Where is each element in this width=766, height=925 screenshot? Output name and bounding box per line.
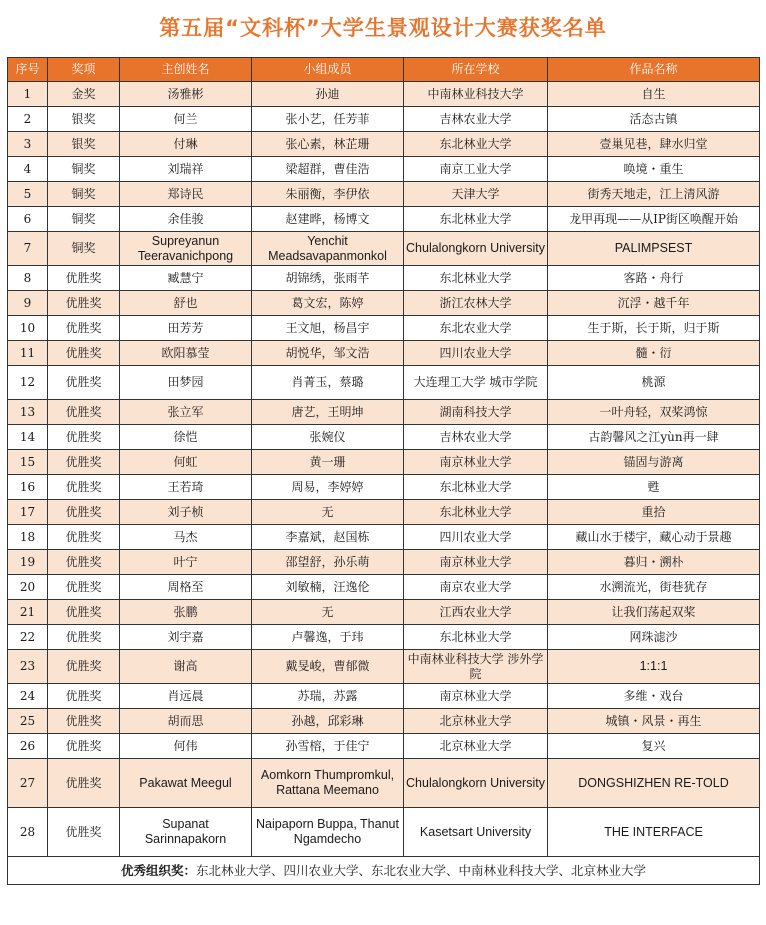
row-number: 19 — [8, 550, 48, 575]
school-cell: 东北林业大学 — [404, 266, 548, 291]
work-cell: 沉浮・越千年 — [548, 291, 760, 316]
row-number: 10 — [8, 316, 48, 341]
school-cell: 东北林业大学 — [404, 207, 548, 232]
leader-cell: 胡而思 — [120, 709, 252, 734]
school-cell: 南京林业大学 — [404, 450, 548, 475]
table-row — [8, 808, 760, 857]
leader-cell: 何虹 — [120, 450, 252, 475]
work-cell: 让我们荡起双桨 — [548, 600, 760, 625]
award-cell: 铜奖 — [48, 232, 120, 266]
row-number: 17 — [8, 500, 48, 525]
row-number: 4 — [8, 157, 48, 182]
award-cell: 优胜奖 — [48, 684, 120, 709]
table-row — [8, 207, 760, 232]
header-members: 小组成员 — [252, 58, 404, 82]
school-cell: 东北林业大学 — [404, 132, 548, 157]
members-cell: 葛文宏，陈婷 — [252, 291, 404, 316]
table-row — [8, 107, 760, 132]
table-row — [8, 316, 760, 341]
members-cell: 戴旻峻，曹郁微 — [252, 650, 404, 684]
members-cell: 胡锦绣，张雨芊 — [252, 266, 404, 291]
work-cell: 城镇・风景・再生 — [548, 709, 760, 734]
row-number: 16 — [8, 475, 48, 500]
work-cell: 复兴 — [548, 734, 760, 759]
school-cell: 天津大学 — [404, 182, 548, 207]
award-cell: 优胜奖 — [48, 550, 120, 575]
footer-row — [8, 857, 760, 885]
footer-text: 东北林业大学、四川农业大学、东北农业大学、中南林业科技大学、北京林业大学 — [196, 863, 647, 878]
work-cell: 街秀天地走，江上清风游 — [548, 182, 760, 207]
header-award: 奖项 — [48, 58, 120, 82]
awards-table — [7, 57, 760, 885]
award-cell: 优胜奖 — [48, 734, 120, 759]
award-cell: 优胜奖 — [48, 600, 120, 625]
table-row — [8, 734, 760, 759]
work-cell: 一叶舟轻，双桨鸿惊 — [548, 400, 760, 425]
row-number: 27 — [8, 759, 48, 808]
work-cell: 1:1:1 — [548, 650, 760, 684]
table-row — [8, 759, 760, 808]
school-cell: 四川农业大学 — [404, 341, 548, 366]
table-row — [8, 366, 760, 400]
award-cell: 优胜奖 — [48, 575, 120, 600]
footer-cell — [8, 857, 760, 885]
school-cell: Chulalongkorn University — [404, 232, 548, 266]
members-cell: 梁超群，曹佳浩 — [252, 157, 404, 182]
school-cell: 四川农业大学 — [404, 525, 548, 550]
leader-cell: 汤雅彬 — [120, 82, 252, 107]
leader-cell: 周格至 — [120, 575, 252, 600]
work-cell: 水溯流光，街巷犹存 — [548, 575, 760, 600]
award-cell: 优胜奖 — [48, 759, 120, 808]
award-cell: 优胜奖 — [48, 500, 120, 525]
award-cell: 优胜奖 — [48, 709, 120, 734]
row-number: 5 — [8, 182, 48, 207]
school-cell: 中南林业科技大学 涉外学院 — [404, 650, 548, 684]
members-cell: Aomkorn Thumpromkul, Rattana Meemano — [252, 759, 404, 808]
row-number: 7 — [8, 232, 48, 266]
award-cell: 优胜奖 — [48, 450, 120, 475]
school-cell: 东北农业大学 — [404, 316, 548, 341]
work-cell: 重拾 — [548, 500, 760, 525]
work-cell: PALIMPSEST — [548, 232, 760, 266]
leader-cell: 叶宁 — [120, 550, 252, 575]
work-cell: 活态古镇 — [548, 107, 760, 132]
page-title: 第五届“文科杯”大学生景观设计大赛获奖名单 — [159, 16, 607, 40]
members-cell: 赵建晔，杨博文 — [252, 207, 404, 232]
members-cell: 张婉仪 — [252, 425, 404, 450]
work-cell: 暮归・溯朴 — [548, 550, 760, 575]
row-number: 24 — [8, 684, 48, 709]
table-row — [8, 425, 760, 450]
row-number: 13 — [8, 400, 48, 425]
members-cell: 刘敏楠，汪逸伦 — [252, 575, 404, 600]
table-row — [8, 266, 760, 291]
row-number: 11 — [8, 341, 48, 366]
table-row — [8, 132, 760, 157]
award-cell: 优胜奖 — [48, 266, 120, 291]
members-cell: 胡悦华，邹文浩 — [252, 341, 404, 366]
work-cell: 网珠滤沙 — [548, 625, 760, 650]
leader-cell: 欧阳慕莹 — [120, 341, 252, 366]
award-cell: 优胜奖 — [48, 808, 120, 857]
leader-cell: 何伟 — [120, 734, 252, 759]
table-header-row — [8, 58, 760, 82]
row-number: 12 — [8, 366, 48, 400]
award-cell: 铜奖 — [48, 182, 120, 207]
award-cell: 优胜奖 — [48, 316, 120, 341]
members-cell: Yenchit Meadsavapanmonkol — [252, 232, 404, 266]
leader-cell: 舒也 — [120, 291, 252, 316]
leader-cell: 王若琦 — [120, 475, 252, 500]
leader-cell: 刘瑞祥 — [120, 157, 252, 182]
award-cell: 铜奖 — [48, 157, 120, 182]
row-number: 23 — [8, 650, 48, 684]
award-cell: 优胜奖 — [48, 625, 120, 650]
table-row — [8, 182, 760, 207]
row-number: 15 — [8, 450, 48, 475]
row-number: 9 — [8, 291, 48, 316]
school-cell: 吉林农业大学 — [404, 107, 548, 132]
award-cell: 银奖 — [48, 107, 120, 132]
header-no: 序号 — [8, 58, 48, 82]
school-cell: 南京农业大学 — [404, 575, 548, 600]
members-cell: 李嘉斌，赵国栋 — [252, 525, 404, 550]
row-number: 26 — [8, 734, 48, 759]
school-cell: 湖南科技大学 — [404, 400, 548, 425]
leader-cell: 张立军 — [120, 400, 252, 425]
table-row — [8, 291, 760, 316]
table-row — [8, 400, 760, 425]
row-number: 6 — [8, 207, 48, 232]
row-number: 1 — [8, 82, 48, 107]
school-cell: 北京林业大学 — [404, 709, 548, 734]
row-number: 22 — [8, 625, 48, 650]
table-row — [8, 550, 760, 575]
work-cell: 自生 — [548, 82, 760, 107]
school-cell: 吉林农业大学 — [404, 425, 548, 450]
work-cell: 髓・衍 — [548, 341, 760, 366]
members-cell: 卢馨逸，于玮 — [252, 625, 404, 650]
leader-cell: Supanat Sarinnapakorn — [120, 808, 252, 857]
row-number: 8 — [8, 266, 48, 291]
leader-cell: Pakawat Meegul — [120, 759, 252, 808]
table-row — [8, 341, 760, 366]
table-row — [8, 232, 760, 266]
table-row — [8, 450, 760, 475]
school-cell: Chulalongkorn University — [404, 759, 548, 808]
row-number: 14 — [8, 425, 48, 450]
award-cell: 优胜奖 — [48, 400, 120, 425]
school-cell: 南京林业大学 — [404, 550, 548, 575]
row-number: 28 — [8, 808, 48, 857]
school-cell: 中南林业科技大学 — [404, 82, 548, 107]
leader-cell: 张鹏 — [120, 600, 252, 625]
leader-cell: 刘宇嘉 — [120, 625, 252, 650]
leader-cell: 肖远晨 — [120, 684, 252, 709]
table-row — [8, 525, 760, 550]
table-row — [8, 82, 760, 107]
school-cell: 大连理工大学 城市学院 — [404, 366, 548, 400]
work-cell: 藏山水于楼宇，藏心动于景趣 — [548, 525, 760, 550]
work-cell: 桃源 — [548, 366, 760, 400]
school-cell: 北京林业大学 — [404, 734, 548, 759]
table-row — [8, 709, 760, 734]
members-cell: 黄一珊 — [252, 450, 404, 475]
leader-cell: 田芳芳 — [120, 316, 252, 341]
award-cell: 银奖 — [48, 132, 120, 157]
table-row — [8, 625, 760, 650]
members-cell: 无 — [252, 500, 404, 525]
row-number: 18 — [8, 525, 48, 550]
school-cell: Kasetsart University — [404, 808, 548, 857]
table-row — [8, 575, 760, 600]
header-work: 作品名称 — [548, 58, 760, 82]
award-cell: 优胜奖 — [48, 341, 120, 366]
leader-cell: 谢高 — [120, 650, 252, 684]
footer-label: 优秀组织奖： — [120, 863, 196, 878]
members-cell: 朱丽衡，李伊依 — [252, 182, 404, 207]
award-cell: 优胜奖 — [48, 525, 120, 550]
work-cell: DONGSHIZHEN RE-TOLD — [548, 759, 760, 808]
table-row — [8, 600, 760, 625]
row-number: 20 — [8, 575, 48, 600]
leader-cell: Supreyanun Teeravanichpong — [120, 232, 252, 266]
row-number: 3 — [8, 132, 48, 157]
work-cell: 唤境・重生 — [548, 157, 760, 182]
school-cell: 东北林业大学 — [404, 475, 548, 500]
members-cell: 肖菁玉，蔡璐 — [252, 366, 404, 400]
school-cell: 东北林业大学 — [404, 625, 548, 650]
members-cell: 孙越，邱彩琳 — [252, 709, 404, 734]
header-school: 所在学校 — [404, 58, 548, 82]
members-cell: Naipaporn Buppa, Thanut Ngamdecho — [252, 808, 404, 857]
row-number: 2 — [8, 107, 48, 132]
members-cell: 周易，李婷婷 — [252, 475, 404, 500]
members-cell: 张心素，林芷珊 — [252, 132, 404, 157]
members-cell: 张小艺，任芳菲 — [252, 107, 404, 132]
work-cell: 多维・戏台 — [548, 684, 760, 709]
table-row — [8, 650, 760, 684]
leader-cell: 马杰 — [120, 525, 252, 550]
table-row — [8, 157, 760, 182]
members-cell: 孙雪榕，于佳宁 — [252, 734, 404, 759]
work-cell: 生于斯，长于斯，归于斯 — [548, 316, 760, 341]
header-leader: 主创姓名 — [120, 58, 252, 82]
leader-cell: 刘子桢 — [120, 500, 252, 525]
table-row — [8, 475, 760, 500]
members-cell: 王文旭，杨昌宇 — [252, 316, 404, 341]
leader-cell: 付琳 — [120, 132, 252, 157]
school-cell: 江西农业大学 — [404, 600, 548, 625]
leader-cell: 徐恺 — [120, 425, 252, 450]
work-cell: 锚固与游离 — [548, 450, 760, 475]
members-cell: 苏瑞，苏露 — [252, 684, 404, 709]
leader-cell: 何兰 — [120, 107, 252, 132]
work-cell: THE INTERFACE — [548, 808, 760, 857]
award-cell: 优胜奖 — [48, 425, 120, 450]
award-cell: 金奖 — [48, 82, 120, 107]
members-cell: 无 — [252, 600, 404, 625]
work-cell: 客路・舟行 — [548, 266, 760, 291]
leader-cell: 余佳骏 — [120, 207, 252, 232]
school-cell: 南京林业大学 — [404, 684, 548, 709]
members-cell: 邵望舒，孙乐萌 — [252, 550, 404, 575]
table-row — [8, 500, 760, 525]
award-cell: 优胜奖 — [48, 475, 120, 500]
work-cell: 甦 — [548, 475, 760, 500]
leader-cell: 田梦园 — [120, 366, 252, 400]
work-cell: 壹巢见巷，肆水归堂 — [548, 132, 760, 157]
award-cell: 铜奖 — [48, 207, 120, 232]
school-cell: 南京工业大学 — [404, 157, 548, 182]
school-cell: 东北林业大学 — [404, 500, 548, 525]
row-number: 21 — [8, 600, 48, 625]
members-cell: 孙迪 — [252, 82, 404, 107]
award-cell: 优胜奖 — [48, 366, 120, 400]
work-cell: 龙甲再现——从IP街区唤醒开始 — [548, 207, 760, 232]
school-cell: 浙江农林大学 — [404, 291, 548, 316]
row-number: 25 — [8, 709, 48, 734]
members-cell: 唐艺，王明坤 — [252, 400, 404, 425]
leader-cell: 郑诗民 — [120, 182, 252, 207]
award-cell: 优胜奖 — [48, 650, 120, 684]
award-cell: 优胜奖 — [48, 291, 120, 316]
table-row — [8, 684, 760, 709]
work-cell: 古韵馨风之江yùn再一肆 — [548, 425, 760, 450]
leader-cell: 臧慧宁 — [120, 266, 252, 291]
